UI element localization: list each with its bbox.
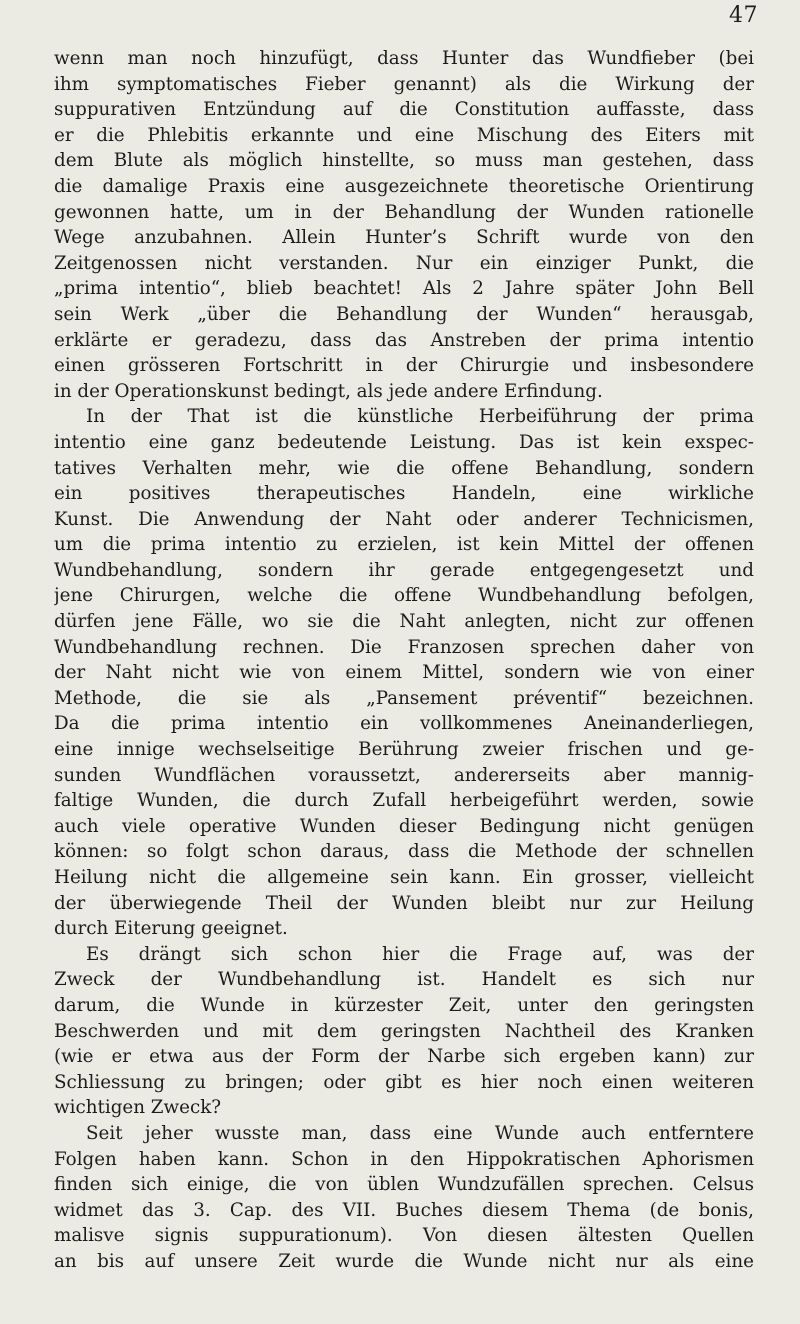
text-line: wenn man noch hinzufügt, dass Hunter das Wundfieber (bei <box>54 48 754 69</box>
text-line: er die Phlebitis erkannte und eine Mischung des Eiters mit <box>54 124 754 146</box>
text-line: Da die prima intentio ein vollkommenes Aneinanderliegen, <box>54 713 754 735</box>
text-line: Wundbehandlung, sondern ihr gerade entgegengesetzt und <box>54 559 754 581</box>
text-line: jene Chirurgen, welche die offene Wundbehandlung befolgen, <box>54 585 754 607</box>
text-line: gewonnen hatte, um in der Behandlung der Wunden rationelle <box>54 201 754 223</box>
text-line: Wundbehandlung rechnen. Die Franzosen sprechen daher von <box>54 636 754 658</box>
text-line: Wege anzubahnen. Allein Hunter’s Schrift wurde von den <box>54 227 754 249</box>
text-line: malisve signis suppurationum). Von diesen ältesten Quellen <box>54 1225 754 1247</box>
text-line: wichtigen Zweck? <box>54 1097 222 1119</box>
text-line: Schliessung zu bringen; oder gibt es hier noch einen weiteren <box>54 1071 754 1093</box>
text-line: Seit jeher wusste man, dass eine Wunde auch entferntere <box>86 1122 754 1144</box>
text-line: Kunst. Die Anwendung der Naht oder anderer Technicismen, <box>54 508 754 530</box>
text-line: suppurativen Entzündung auf die Constitution auffasste, dass <box>54 99 754 121</box>
text-line: durch Eiterung geeignet. <box>54 918 288 940</box>
text-line: in der Operationskunst bedingt, als jede andere Erfindung. <box>54 380 603 402</box>
text-line: darum, die Wunde in kürzester Zeit, unter den geringsten <box>54 994 754 1016</box>
text-line: sunden Wundflächen voraussetzt, andererseits aber mannig- <box>54 764 754 786</box>
text-line: eine innige wechselseitige Berührung zweier frischen und ge- <box>54 739 754 761</box>
text-line: um die prima intentio zu erzielen, ist kein Mittel der offenen <box>54 534 754 556</box>
text-line: der überwiegende Theil der Wunden bleibt nur zur Heilung <box>54 892 754 914</box>
text-line: die damalige Praxis eine ausgezeichnete theoretische Orientirung <box>54 175 754 197</box>
text-line: dürfen jene Fälle, wo sie die Naht anlegten, nicht zur offenen <box>54 611 754 633</box>
text-line: (wie er etwa aus der Form der Narbe sich ergeben kann) zur <box>54 1046 754 1068</box>
text-line: ihm symptomatisches Fieber genannt) als die Wirkung der <box>54 73 754 95</box>
text-line: der Naht nicht wie von einem Mittel, sondern wie von einer <box>54 662 754 684</box>
text-line: faltige Wunden, die durch Zufall herbeigeführt werden, sowie <box>54 790 754 812</box>
text-line: können: so folgt schon daraus, dass die Methode der schnellen <box>54 841 754 863</box>
text-line: „prima intentio“, blieb beachtet! Als 2 Jahre später John Bell <box>54 278 754 300</box>
text-line: einen grösseren Fortschritt in der Chirurgie und insbesondere <box>54 355 754 377</box>
text-line: an bis auf unsere Zeit wurde die Wunde nicht nur als eine <box>54 1250 754 1272</box>
page-number: 47 <box>729 3 758 28</box>
text-line: Zeitgenossen nicht verstanden. Nur ein einziger Punkt, die <box>54 252 754 274</box>
text-line: finden sich einige, die von üblen Wundzufällen sprechen. Celsus <box>54 1174 754 1196</box>
text-line: erklärte er geradezu, dass das Anstreben der prima intentio <box>54 329 754 351</box>
text-line: dem Blute als möglich hinstellte, so muss man gestehen, dass <box>54 150 754 172</box>
text-line: auch viele operative Wunden dieser Bedingung nicht genügen <box>54 815 754 837</box>
text-line: widmet das 3. Cap. des VII. Buches diesem Thema (de bonis, <box>54 1199 754 1221</box>
text-line: Folgen haben kann. Schon in den Hippokratischen Aphorismen <box>54 1148 754 1170</box>
text-line: intentio eine ganz bedeutende Leistung. Das ist kein exspec- <box>54 431 754 453</box>
text-line: Zweck der Wundbehandlung ist. Handelt es sich nur <box>54 969 754 991</box>
text-line: Es drängt sich schon hier die Frage auf, was der <box>86 943 754 965</box>
text-line: Methode, die sie als „Pansement préventif“ bezeichnen. <box>54 687 754 709</box>
text-line: ein positives therapeutisches Handeln, eine wirkliche <box>54 483 754 505</box>
text-line: Heilung nicht die allgemeine sein kann. Ein grosser, vielleicht <box>54 867 754 888</box>
body-text <box>54 46 754 1275</box>
text-line: In der That ist die künstliche Herbeiführung der prima <box>86 406 754 428</box>
text-line: Beschwerden und mit dem geringsten Nachtheil des Kranken <box>54 1020 754 1042</box>
text-line: sein Werk „über die Behandlung der Wunden“ herausgab, <box>54 303 754 325</box>
text-line: tatives Verhalten mehr, wie die offene Behandlung, sondern <box>54 457 754 479</box>
